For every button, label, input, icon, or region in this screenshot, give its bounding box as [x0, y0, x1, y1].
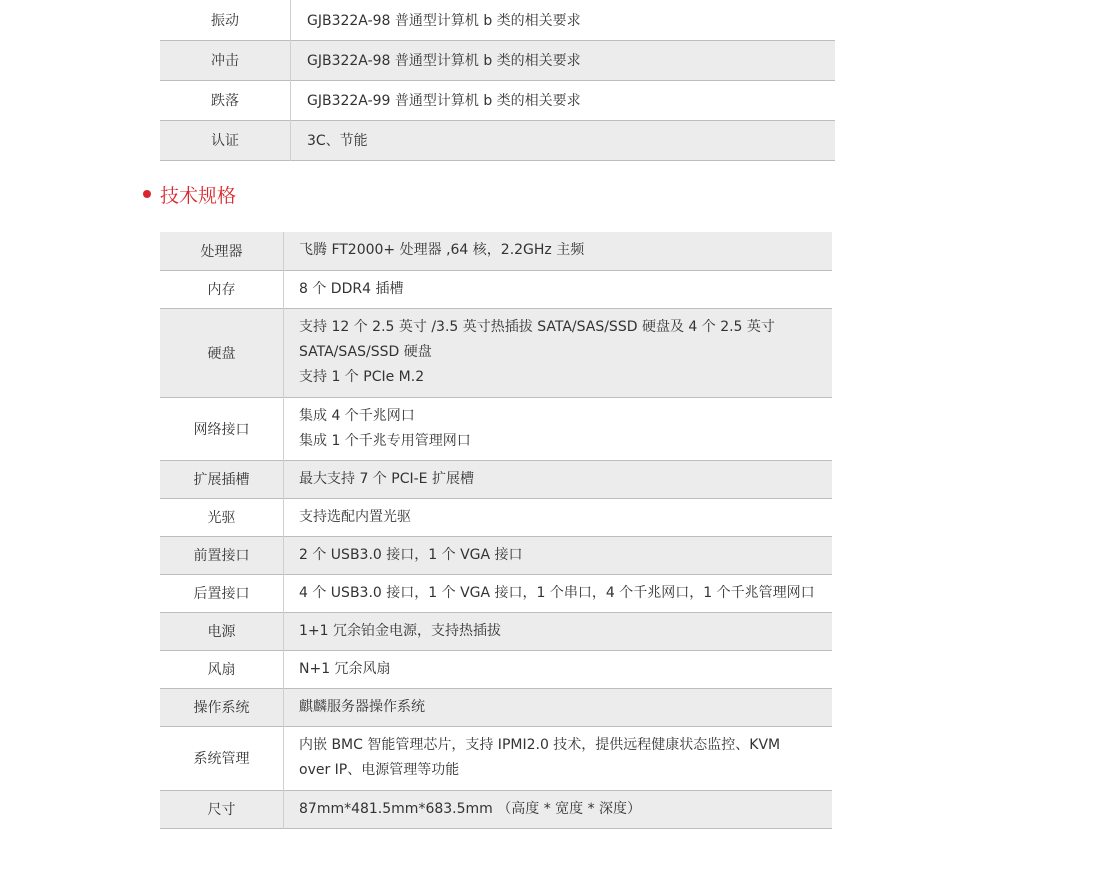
spec-label: 后置接口	[160, 574, 284, 612]
section-heading	[143, 179, 236, 209]
table-row	[160, 120, 835, 160]
spec-label: 跌落	[160, 80, 291, 120]
table-row	[160, 650, 832, 688]
spec-value	[284, 726, 833, 790]
spec-line: 8 个 DDR4 插槽	[299, 280, 404, 297]
table-row	[160, 40, 835, 80]
spec-label: 前置接口	[160, 536, 284, 574]
table-row	[160, 270, 832, 308]
spec-line: 2 个 USB3.0 接口，1 个 VGA 接口	[299, 546, 523, 563]
spec-line: 支持选配内置光驱	[299, 508, 411, 525]
environment-table	[160, 0, 835, 161]
table-row	[160, 536, 832, 574]
spec-table	[160, 232, 832, 829]
spec-value	[284, 574, 833, 612]
spec-value: GJB322A-99 普通型计算机 b 类的相关要求	[307, 93, 581, 109]
spec-label: 电源	[160, 612, 284, 650]
spec-line: SATA/SAS/SSD 硬盘	[299, 344, 432, 360]
spec-line: 4 个 USB3.0 接口，1 个 VGA 接口，1 个串口，4 个千兆网口，1 个千兆管理网口	[299, 584, 815, 601]
table-row	[160, 790, 832, 828]
spec-label: 振动	[160, 0, 291, 40]
spec-label: 系统管理	[160, 726, 284, 790]
spec-line: 内嵌 BMC 智能管理芯片，支持 IPMI2.0 技术，提供远程健康状态监控、KVM	[299, 737, 781, 753]
table-row	[160, 397, 832, 460]
spec-value	[284, 460, 833, 498]
spec-value	[284, 612, 833, 650]
spec-label: 处理器	[160, 232, 284, 270]
spec-line: 支持 12 个 2.5 英寸 /3.5 英寸热插拔 SATA/SAS/SSD 硬盘及 4 个 2.5 英寸	[299, 319, 775, 335]
table-row	[160, 612, 832, 650]
spec-value: GJB322A-98 普通型计算机 b 类的相关要求	[307, 53, 581, 69]
spec-value	[284, 308, 833, 397]
spec-label: 风扇	[160, 650, 284, 688]
spec-line: 集成 1 个千兆专用管理网口	[299, 432, 471, 449]
spec-label: 操作系统	[160, 688, 284, 726]
spec-label: 网络接口	[160, 397, 284, 460]
table-row	[160, 80, 835, 120]
spec-line: over IP、电源管理等功能	[299, 762, 460, 778]
spec-line: 最大支持 7 个 PCI-E 扩展槽	[299, 470, 474, 487]
table-row	[160, 0, 835, 40]
spec-line: 87mm*481.5mm*683.5mm （高度 * 宽度 * 深度）	[299, 800, 642, 817]
spec-label: 尺寸	[160, 790, 284, 828]
section-title: 技术规格	[160, 184, 237, 207]
spec-line: 麒麟服务器操作系统	[299, 698, 425, 715]
spec-label: 认证	[160, 120, 291, 160]
spec-label: 扩展插槽	[160, 460, 284, 498]
table-row	[160, 498, 832, 536]
table-row	[160, 308, 832, 397]
spec-label: 光驱	[160, 498, 284, 536]
spec-value	[284, 790, 833, 828]
spec-label: 冲击	[160, 40, 291, 80]
spec-value: 3C、节能	[307, 133, 368, 149]
spec-value: GJB322A-98 普通型计算机 b 类的相关要求	[307, 12, 581, 29]
spec-value	[284, 397, 833, 460]
spec-label: 硬盘	[160, 308, 284, 397]
spec-line: 支持 1 个 PCIe M.2	[299, 369, 425, 385]
table-row	[160, 726, 832, 790]
spec-value	[284, 232, 833, 270]
spec-line: 1+1 冗余铂金电源，支持热插拔	[299, 622, 501, 639]
spec-value	[284, 688, 833, 726]
bullet-dot-icon	[143, 190, 151, 198]
table-row	[160, 574, 832, 612]
spec-line: N+1 冗余风扇	[299, 660, 391, 677]
spec-line: 集成 4 个千兆网口	[299, 407, 415, 424]
table-row	[160, 688, 832, 726]
table-row	[160, 460, 832, 498]
spec-value	[284, 498, 833, 536]
spec-value	[284, 650, 833, 688]
spec-value	[284, 270, 833, 308]
spec-label: 内存	[160, 270, 284, 308]
table-row	[160, 232, 832, 270]
spec-line: 飞腾 FT2000+ 处理器 ,64 核，2.2GHz 主频	[299, 242, 585, 259]
spec-value	[284, 536, 833, 574]
